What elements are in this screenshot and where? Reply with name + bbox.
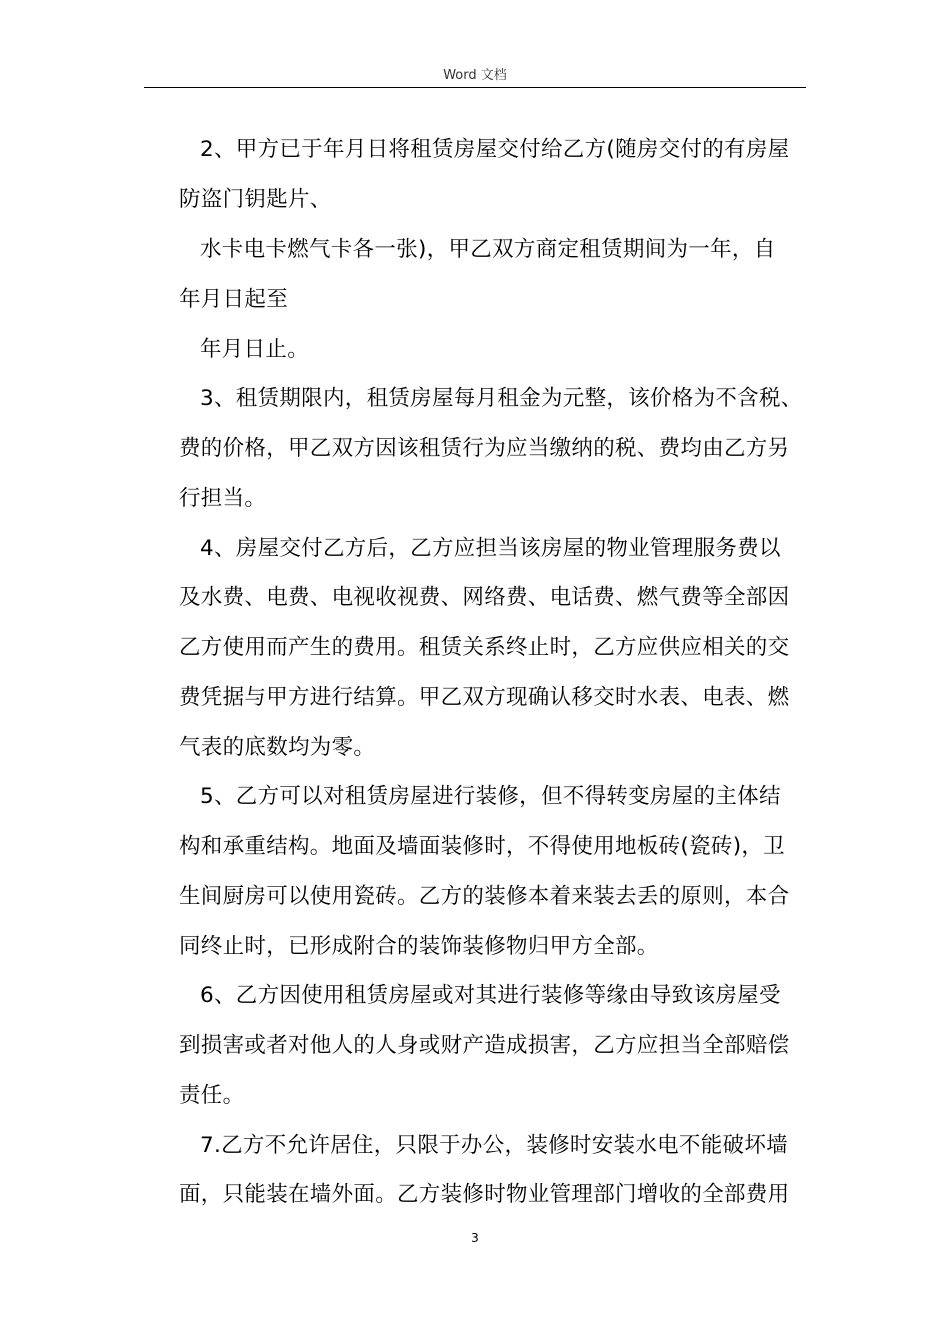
body-line: 同终止时，已形成附合的装饰装修物归甲方全部。 (179, 934, 659, 959)
body-line: 3、租赁期限内，租赁房屋每月租金为元整，该价格为不含税、 (200, 386, 803, 411)
body-line: 4、房屋交付乙方后，乙方应担当该房屋的物业管理服务费以 (200, 536, 781, 561)
body-line: 到损害或者对他人的人身或财产造成损害，乙方应担当全部赔偿 (179, 1033, 790, 1058)
body-line: 7.乙方不允许居住，只限于办公，装修时安装水电不能破坏墙 (200, 1133, 788, 1158)
page-number: 3 (471, 1231, 479, 1245)
body-line: 责任。 (179, 1083, 245, 1108)
header-divider (144, 87, 806, 88)
body-line: 水卡电卡燃气卡各一张)，甲乙双方商定租赁期间为一年，自 (200, 237, 776, 262)
body-line: 行担当。 (179, 486, 267, 511)
body-line: 生间厨房可以使用瓷砖。乙方的装修本着来装去丢的原则，本合 (179, 884, 790, 909)
body-line: 构和承重结构。地面及墙面装修时，不得使用地板砖(瓷砖)，卫 (179, 834, 785, 859)
page-header-title: Word 文档 (443, 68, 507, 83)
body-line: 年月日止。 (200, 337, 310, 362)
body-line: 面，只能装在墙外面。乙方装修时物业管理部门增收的全部费用 (179, 1182, 790, 1207)
body-line: 费的价格，甲乙双方因该租赁行为应当缴纳的税、费均由乙方另 (179, 436, 790, 461)
body-line: 2、甲方已于年月日将租赁房屋交付给乙方(随房交付的有房屋 (200, 137, 790, 162)
body-line: 气表的底数均为零。 (179, 735, 376, 760)
body-line: 费凭据与甲方进行结算。甲乙双方现确认移交时水表、电表、燃 (179, 685, 790, 710)
body-line: 乙方使用而产生的费用。租赁关系终止时，乙方应供应相关的交 (179, 635, 790, 660)
body-line: 5、乙方可以对租赁房屋进行装修，但不得转变房屋的主体结 (200, 784, 781, 809)
body-line: 及水费、电费、电视收视费、网络费、电话费、燃气费等全部因 (179, 585, 790, 610)
body-line: 6、乙方因使用租赁房屋或对其进行装修等缘由导致该房屋受 (200, 983, 781, 1008)
body-line: 年月日起至 (179, 287, 289, 312)
body-line: 防盗门钥匙片、 (179, 187, 332, 212)
